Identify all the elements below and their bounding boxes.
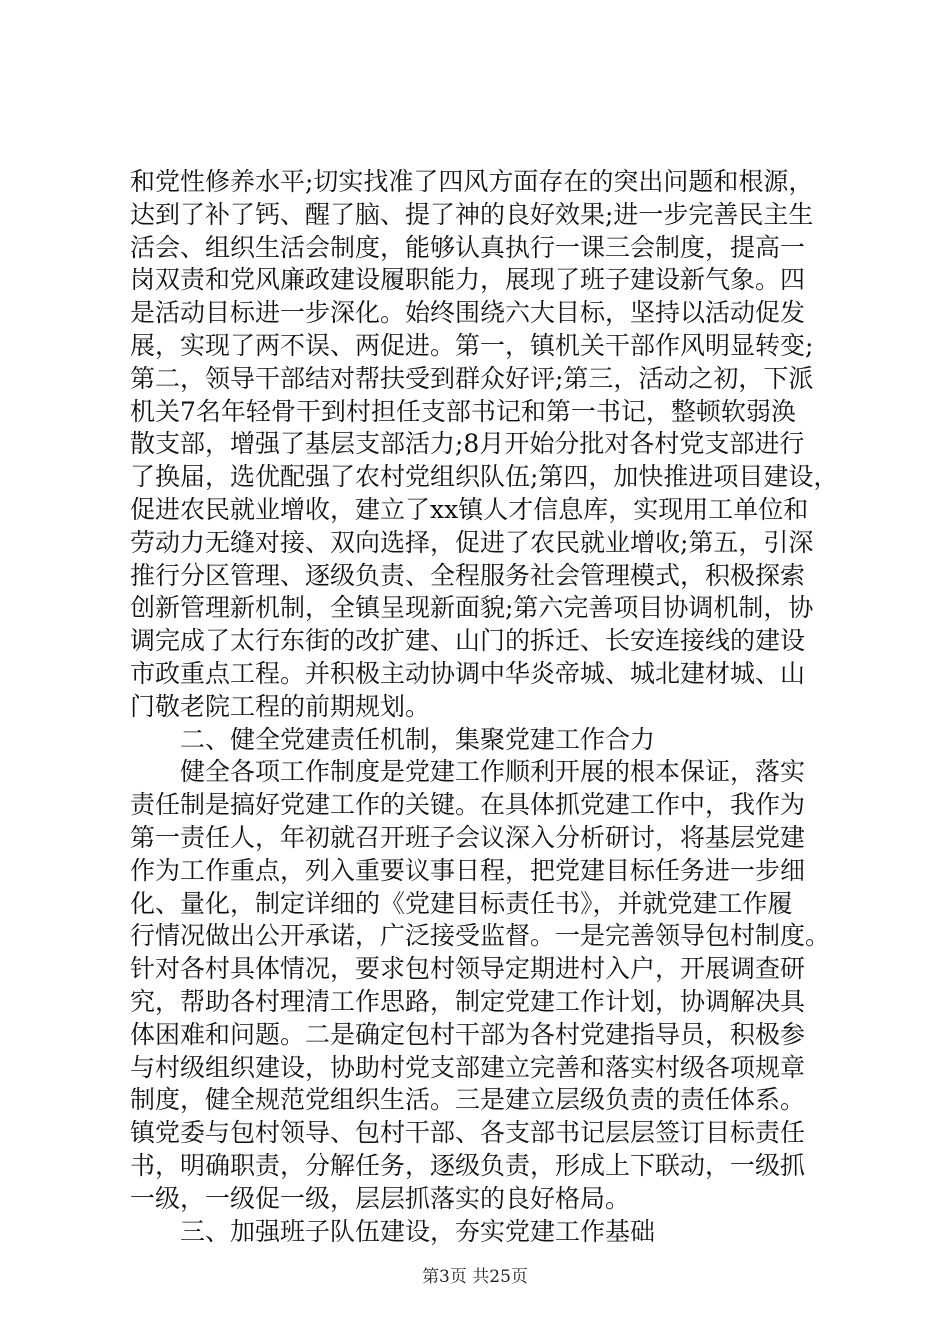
text-line: 化、量化，制定详细的《党建目标责任书》，并就党建工作履 [130,888,793,918]
text-line: 市政重点工程。并积极主动协调中华炎帝城、城北建材城、山 [130,658,806,688]
text-line: 作为工作重点，列入重要议事日程，把党建目标任务进一步细 [130,855,806,885]
text-line: 健全各项工作制度是党建工作顺利开展的根本保证，落实 [130,757,806,787]
text-line: 创新管理新机制，全镇呈现新面貌;第六完善项目协调机制，协 [130,593,814,623]
text-line: 与村级组织建设，协助村党支部建立完善和落实村级各项规章 [130,1052,806,1082]
text-line: 第一责任人，年初就召开班子会议深入分析研讨，将基层党建 [130,822,806,852]
text-line: 促进农民就业增收，建立了xx镇人才信息库，实现用工单位和 [130,494,809,524]
page-footer: 第3页 共25页 [422,1267,528,1287]
document-body [130,166,840,1248]
text-line: 活会、组织生活会制度，能够认真执行一课三会制度，提高一 [130,232,806,262]
text-line: 散支部，增强了基层支部活力;8月开始分批对各村党支部进行 [130,429,805,459]
text-line: 劳动力无缝对接、双向选择，促进了农民就业增收;第五，引深 [130,527,814,557]
text-line: 达到了补了钙、醒了脑、提了神的良好效果;进一步完善民主生 [130,199,814,229]
text-line: 展，实现了两不误、两促进。第一，镇机关干部作风明显转变; [130,330,814,360]
text-line: 责任制是搞好党建工作的关键。在具体抓党建工作中，我作为 [130,790,806,820]
text-line: 机关7名年轻骨干到村担任支部书记和第一书记，整顿软弱涣 [130,396,796,426]
text-line: 三、加强班子队伍建设，夯实党建工作基础 [130,1216,656,1246]
text-line: 第二，领导干部结对帮扶受到群众好评;第三，活动之初，下派 [130,363,814,393]
text-line: 针对各村具体情况，要求包村领导定期进村入户，开展调查研 [130,954,806,984]
text-line: 制度，健全规范党组织生活。三是建立层级负责的责任体系。 [130,1085,806,1115]
text-line: 体困难和问题。二是确定包村干部为各村党建指导员，积极参 [130,1019,806,1049]
text-line: 是活动目标进一步深化。始终围绕六大目标，坚持以活动促发 [130,298,806,328]
text-line: 调完成了太行东街的改扩建、山门的拆迁、长安连接线的建设 [130,626,806,656]
text-line: 岗双责和党风廉政建设履职能力，展现了班子建设新气象。四 [130,265,806,295]
text-line: 和党性修养水平;切实找准了四风方面存在的突出问题和根源， [130,167,814,196]
text-line: 书，明确职责，分解任务，逐级负责，形成上下联动，一级抓 [130,1150,806,1180]
text-line: 镇党委与包村领导、包村干部、各支部书记层层签订目标责任 [130,1118,806,1148]
text-line: 一级，一级促一级，层层抓落实的良好格局。 [130,1183,631,1213]
text-line: 了换届，选优配强了农村党组织队伍;第四，加快推进项目建设， [130,462,839,492]
text-line: 二、健全党建责任机制，集聚党建工作合力 [130,724,656,754]
text-line: 究，帮助各村理清工作思路，制定党建工作计划，协调解决具 [130,986,806,1016]
text-line: 门敬老院工程的前期规划。 [130,691,431,721]
text-line: 推行分区管理、逐级负责、全程服务社会管理模式，积极探索 [130,560,806,590]
text-line: 行情况做出公开承诺，广泛接受监督。一是完善领导包村制度。 [130,921,831,951]
